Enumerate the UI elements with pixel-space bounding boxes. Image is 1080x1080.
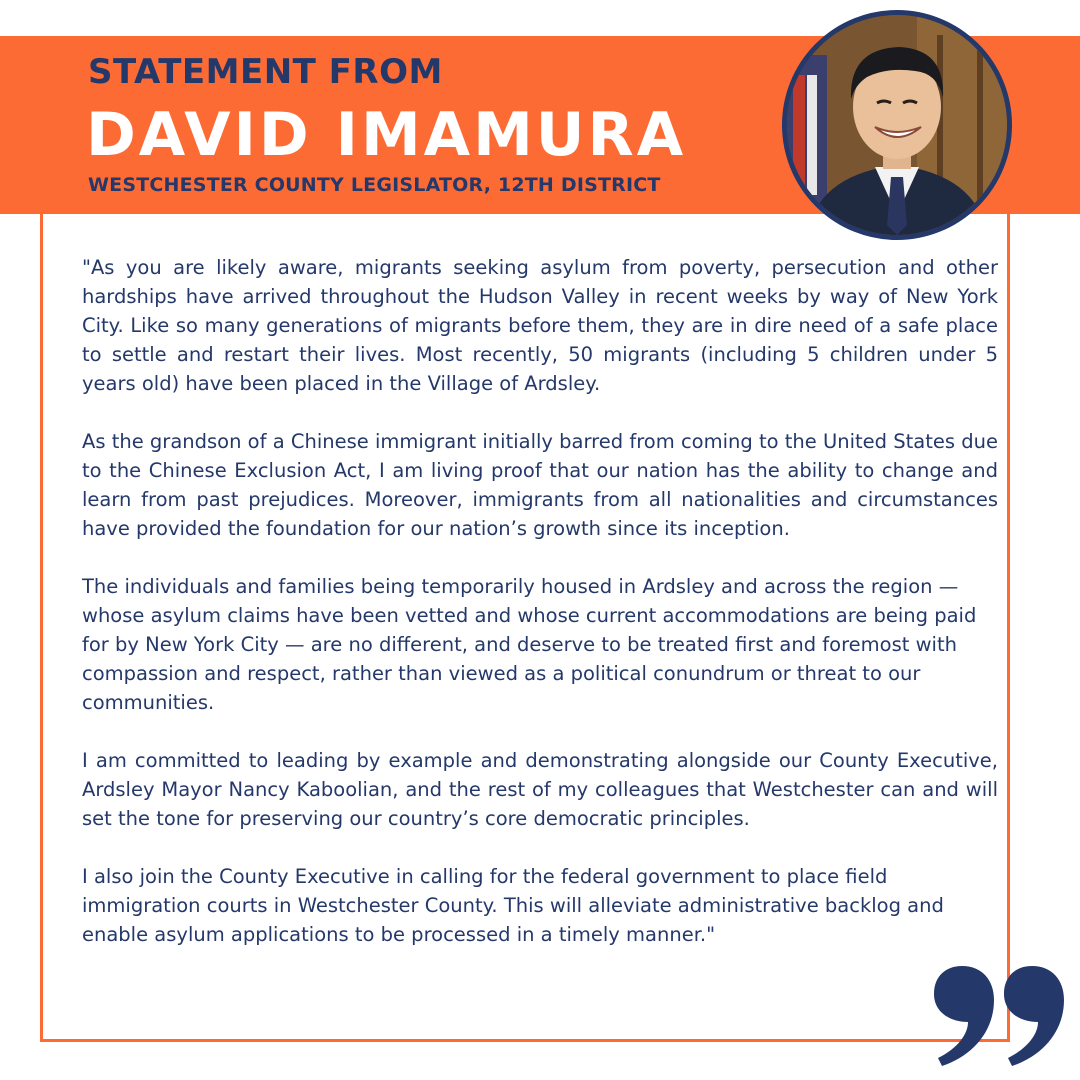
portrait-illustration [787,15,1007,235]
statement-paragraph: As the grandson of a Chinese immigrant initially barred from coming to the United States due to the Chinese Exclusion Act, I am living proof that our nation has the ability to change and learn from past prejudices. Moreover, immigrants from all nationalities and circumstances have provided the foundation for our nation’s growth since its inception. [82,430,998,540]
portrait-photo [782,10,1012,240]
statement-paragraph: "As you are likely aware, migrants seeking asylum from poverty, persecution and other hardships have arrived throughout the Hudson Valley in recent weeks by way of New York City. Like so many generations of migrants before them, they are in dire need of a safe place to settle and restart their lives. Most recently, 50 migrants (including 5 children under 5 years old) have been placed in the Village of Ardsley. [82,256,998,395]
speaker-title: WESTCHESTER COUNTY LEGISLATOR, 12TH DISTRICT [88,174,661,196]
speaker-name: DAVID IMAMURA [86,100,687,170]
statement-body [82,253,998,949]
closing-quote-icon [928,960,1068,1070]
statement-paragraph: I also join the County Executive in calling for the federal government to place field immigration courts in Westchester County. This will alleviate administrative backlog and enable asylum applications to be processed in a timely manner." [82,865,944,946]
statement-paragraph: I am committed to leading by example and demonstrating alongside our County Executive, Ardsley Mayor Nancy Kaboolian, and the rest of my colleagues that Westchester can and will set the tone for preserving our country’s core democratic principles. [82,749,998,830]
statement-paragraph: The individuals and families being temporarily housed in Ardsley and across the region — whose asylum claims have been vetted and whose current accommodations are being paid for by New York City — are no different, and deserve to be treated first and foremost with compassion and respect, rather than viewed as a political conundrum or threat to our communities. [82,575,977,714]
statement-kicker: STATEMENT FROM [88,52,443,92]
